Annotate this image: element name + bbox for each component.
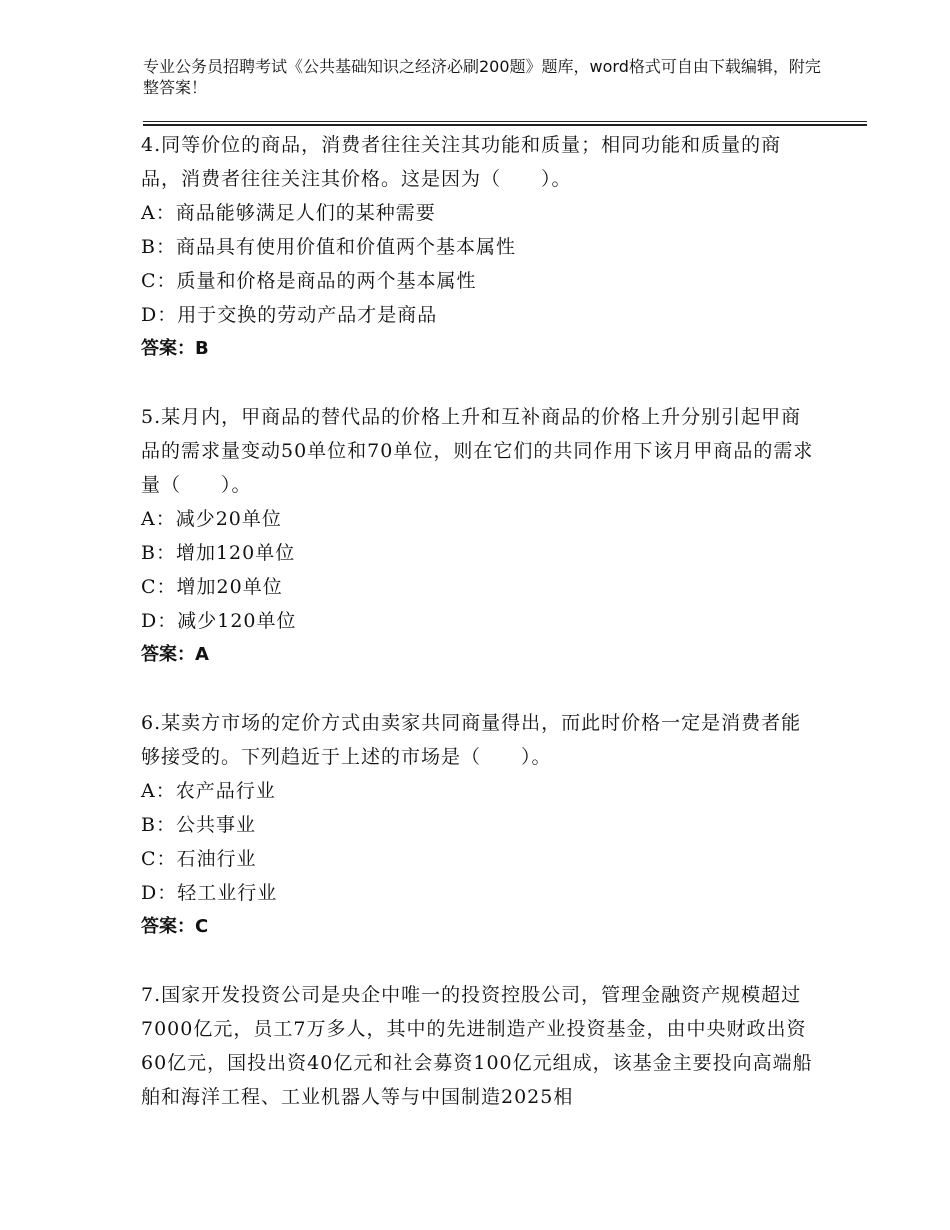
- spacer: [141, 944, 821, 978]
- option-d: D：减少120单位: [141, 610, 297, 632]
- option-a: A：商品能够满足人们的某种需要: [141, 202, 436, 224]
- header-text: 专业公务员招聘考试《公共基础知识之经济必刷200题》题库，word格式可自由下载编辑，附完整答案！: [143, 57, 821, 97]
- question-text: 6.某卖方市场的定价方式由卖家共同商量得出，而此时价格一定是消费者能够接受的。下列趋近于上述的市场是（ ）。: [141, 712, 802, 768]
- question-text: 7.国家开发投资公司是央企中唯一的投资控股公司，管理金融资产规模超过7000亿元，员工7万多人，其中的先进制造产业投资基金，由中央财政出资60亿元，国投出资40亿元和社会募资100亿元组成，该基金主要投向高端船舶和海洋工程、工业机器人等与中国制造2025相: [141, 984, 813, 1108]
- question-list: [141, 128, 821, 1114]
- option-b: B：商品具有使用价值和价值两个基本属性: [141, 236, 516, 258]
- header-rule: [143, 121, 867, 126]
- answer-label: 答案：B: [141, 338, 209, 359]
- option-d: D：轻工业行业: [141, 882, 278, 904]
- answer-label: 答案：C: [141, 916, 209, 937]
- option-a: A：减少20单位: [141, 508, 282, 530]
- option-b: B：增加120单位: [141, 542, 296, 564]
- question-7: [141, 978, 821, 1114]
- option-c: C：质量和价格是商品的两个基本属性: [141, 270, 477, 292]
- page-header: [143, 56, 823, 98]
- option-d: D：用于交换的劳动产品才是商品: [141, 304, 438, 326]
- option-c: C：增加20单位: [141, 576, 283, 598]
- spacer: [141, 366, 821, 400]
- option-a: A：农产品行业: [141, 780, 276, 802]
- question-text: 4.同等价位的商品，消费者往往关注其功能和质量；相同功能和质量的商品，消费者往往关注其价格。这是因为（ ）。: [141, 134, 782, 190]
- question-text: 5.某月内，甲商品的替代品的价格上升和互补商品的价格上升分别引起甲商品的需求量变动50单位和70单位，则在它们的共同作用下该月甲商品的需求量（ ）。: [141, 406, 814, 496]
- answer-label: 答案：A: [141, 644, 209, 665]
- question-6: [141, 706, 821, 944]
- spacer: [141, 672, 821, 706]
- option-b: B：公共事业: [141, 814, 256, 836]
- question-5: [141, 400, 821, 672]
- option-c: C：石油行业: [141, 848, 257, 870]
- question-4: [141, 128, 821, 366]
